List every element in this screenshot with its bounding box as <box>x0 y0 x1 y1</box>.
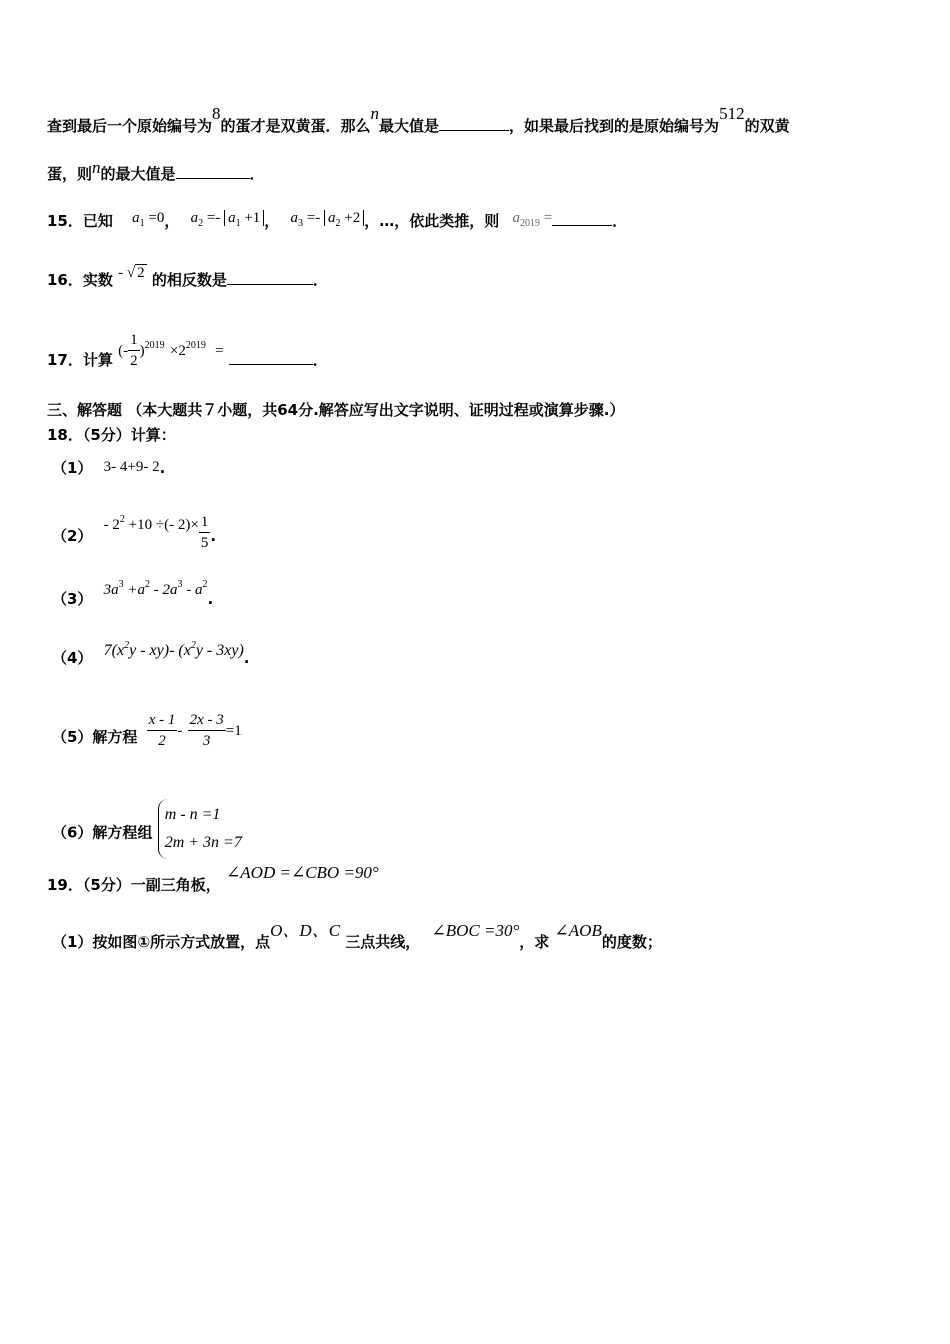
q16-tail: 的相反数是 <box>151 271 227 289</box>
q18-p1-label: （1） <box>52 459 93 477</box>
q14-val-512: 512 <box>719 104 745 123</box>
q17-frac-num: 1 <box>128 331 140 351</box>
q18-p3-label: （3） <box>52 590 93 608</box>
q17-lead: 计算 <box>82 351 113 369</box>
q15-a1-sub: 1 <box>139 218 145 229</box>
q18-p2-num: 1 <box>199 513 211 533</box>
q16-lead: 实数 <box>82 271 113 289</box>
q18-part1 <box>52 458 165 479</box>
q18-p3-b: +a <box>127 582 146 598</box>
q18-p3-exp-c: 3 <box>177 579 183 590</box>
q18-p4-a: 7(x <box>103 642 125 659</box>
q18-part2 <box>52 514 217 556</box>
section3-title-text: 三、解答题 （本大题共７小题，共64分.解答应写出文字说明、证明过程或演算步骤.） <box>47 401 625 419</box>
q15-a3-abs <box>324 210 364 229</box>
q18-p4-label: （4） <box>52 649 93 667</box>
q18-p2-exp: 2 <box>119 514 125 525</box>
q17-fraction <box>128 331 140 370</box>
q18-p6-label: （6）解方程组 <box>52 823 153 842</box>
q16 <box>47 265 328 291</box>
q18-p5-fraction-2 <box>188 711 226 750</box>
q18-p3-exp-b: 2 <box>145 579 151 590</box>
q18-p1-dot: . <box>159 459 166 477</box>
q18-p4-dot: . <box>243 649 250 667</box>
q15-a2019 <box>512 210 553 229</box>
q14-var-n: n <box>370 104 380 123</box>
q18-p3-a: 3a <box>103 582 119 598</box>
q18-p4-exp-b: 2 <box>190 640 196 651</box>
q18-header <box>47 425 176 445</box>
q17-number: 17． <box>47 351 83 369</box>
q18-p3-d: - a <box>186 582 203 598</box>
q15-comma-1: ， <box>164 212 180 230</box>
q14-line2 <box>47 158 265 184</box>
q14-text-f: 蛋，则 <box>47 165 93 183</box>
q15-a3-abs-var: a <box>328 210 336 226</box>
q15-a2019-var: a <box>512 210 520 226</box>
q14-text-e: 的双黄 <box>744 117 790 135</box>
q18-p5-label: （5）解方程 <box>52 728 138 746</box>
q19-header-text: 19．（5分）一副三角板， <box>47 876 221 894</box>
section3-title <box>47 400 625 420</box>
q18-p2-label: （2） <box>52 527 93 545</box>
q14-answer-blank-1[interactable] <box>439 116 509 131</box>
q15-lead: 已知 <box>82 212 113 230</box>
q16-number: 16． <box>47 271 83 289</box>
q17-expr-b: ) <box>139 343 145 359</box>
q15-a3-abs-sub: 2 <box>335 218 341 229</box>
q15 <box>47 211 627 234</box>
q18-p5-fraction-1 <box>147 711 178 750</box>
q15-tail: ，…，依此类推，则 <box>364 212 500 230</box>
q18-p3-exp-d: 2 <box>202 579 208 590</box>
q18-p4-exp-a: 2 <box>124 640 130 651</box>
q18-part5 <box>52 712 242 757</box>
q18-p2-den: 5 <box>200 535 209 551</box>
q18-p5-den1: 2 <box>158 733 166 749</box>
q19-angle-eq: ∠AOD =∠CBO =90° <box>226 863 379 882</box>
q17-eq: = <box>215 343 224 359</box>
q17-expr <box>118 332 229 369</box>
q15-a2-abs <box>224 210 264 229</box>
q18-p2-expr <box>103 514 199 533</box>
q17 <box>47 332 328 380</box>
q17-frac-den: 2 <box>130 353 138 369</box>
q18-p4-c: y - 3xy) <box>195 642 244 659</box>
q16-end: ． <box>312 271 328 289</box>
q15-a3-sub: 3 <box>298 218 304 229</box>
q14-text-g: 的最大值是 <box>100 165 176 183</box>
q18-p3-exp-a: 3 <box>118 579 124 590</box>
q17-exp2: 2019 <box>185 340 206 351</box>
q15-a3-var: a <box>290 210 299 226</box>
q14-line1 <box>47 104 790 136</box>
q18-p6-system <box>158 799 242 859</box>
q18-part6 <box>52 803 242 863</box>
q18-p4-b: y - xy)- (x <box>129 642 191 659</box>
q16-sqrt-expr: - √ 2 <box>118 265 145 281</box>
q15-a3 <box>290 210 365 229</box>
q15-a1-rhs: =0 <box>148 210 165 226</box>
q19-p1-ask: ，求 <box>519 933 550 951</box>
q14-text-c: 最大值是 <box>379 117 440 135</box>
q17-times: ×2 <box>169 343 186 359</box>
q18-part4 <box>52 640 250 671</box>
q18-p1-expr: 3- 4+9- 2 <box>103 459 160 475</box>
q15-a2-var: a <box>190 210 199 226</box>
q14-text-b: 的蛋才是双黄蛋．那么 <box>220 117 371 135</box>
q15-answer-blank[interactable] <box>552 211 612 226</box>
q18-p3-dot: . <box>207 590 214 608</box>
q17-exp1: 2019 <box>144 340 165 351</box>
q15-a2-abs-var: a <box>228 210 236 226</box>
q18-header-text: 18．（5分）计算： <box>47 426 176 444</box>
q18-p2-dot: . <box>210 527 217 545</box>
q16-radicand: 2 <box>137 265 145 281</box>
q18-p5-num2: 2x - 3 <box>188 711 226 731</box>
q18-p5-rhs: =1 <box>225 723 242 739</box>
q18-p6-eq2: 2m + 3n =7 <box>164 834 242 851</box>
q19-points: O、D、C <box>270 921 341 940</box>
q19-p1-mid: 三点共线， <box>345 933 421 951</box>
q19-angle-aob: ∠AOB <box>554 921 602 940</box>
q17-end: ． <box>312 351 328 369</box>
q18-p2-fraction <box>199 513 211 552</box>
q18-p4-expr <box>104 642 244 659</box>
q14-text-a: 查到最后一个原始编号为 <box>47 117 213 135</box>
q17-answer-blank[interactable] <box>229 350 313 365</box>
q14-answer-blank-2[interactable] <box>176 164 250 179</box>
q18-p3-expr <box>103 579 208 598</box>
q18-p6-eq1: m - n =1 <box>164 806 221 823</box>
q14-val-8: 8 <box>212 104 221 123</box>
q18-p3-c: - 2a <box>153 582 178 598</box>
q15-a1 <box>132 210 165 229</box>
q15-a2-rhs: =- <box>206 210 221 226</box>
q17-expr-a: (- <box>118 343 129 359</box>
q18-part3 <box>52 579 214 612</box>
q15-a3-abs-rhs: +2 <box>344 210 361 226</box>
q18-p5-num1: x - 1 <box>147 711 178 731</box>
q16-neg: - <box>118 265 124 281</box>
q14-var-n-2: n <box>92 158 101 177</box>
q16-answer-blank[interactable] <box>227 270 313 285</box>
q15-a2 <box>190 210 265 229</box>
q18-p5-minus: - <box>177 723 183 739</box>
q18-p2-expr-a: - 2 <box>103 517 120 533</box>
q19-p1-end: 的度数； <box>601 933 662 951</box>
q19-p1-label: （1）按如图①所示方式放置，点 <box>52 933 271 951</box>
q15-a2-abs-rhs: +1 <box>244 210 261 226</box>
q15-number: 15． <box>47 212 83 230</box>
q19-part1 <box>52 921 662 952</box>
q15-a2-sub: 2 <box>198 218 204 229</box>
q15-a2019-sub: 2019 <box>519 218 540 229</box>
q18-p2-expr-b: +10 ÷(- 2)× <box>128 517 199 533</box>
q15-eq: = <box>543 210 553 226</box>
q15-end: ． <box>612 212 628 230</box>
q18-p5-expr <box>147 712 242 749</box>
q19-header <box>47 863 379 895</box>
q15-comma-2: ， <box>264 212 280 230</box>
q19-angle-boc: ∠BOC =30° <box>431 921 520 940</box>
q14-text-d: ，如果最后找到的是原始编号为 <box>509 117 720 135</box>
q15-a2-abs-sub: 1 <box>235 218 241 229</box>
q18-p5-den2: 3 <box>202 733 211 749</box>
q14-end: ． <box>249 165 265 183</box>
q15-a3-rhs: =- <box>306 210 321 226</box>
q15-a1-var: a <box>132 210 140 226</box>
